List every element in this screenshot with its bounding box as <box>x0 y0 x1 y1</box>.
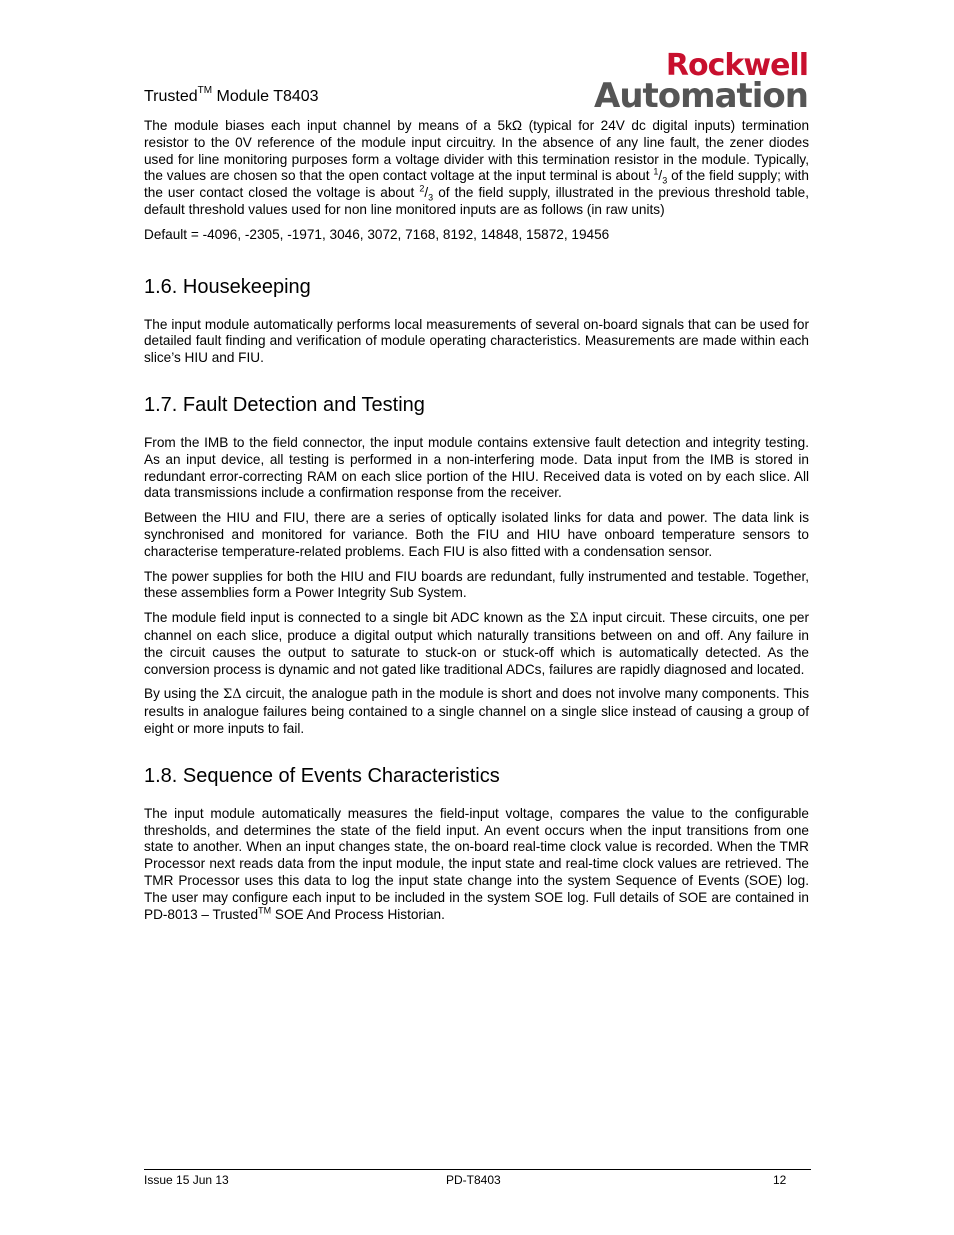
fault-detection-paragraph-5 <box>144 686 809 737</box>
header-title-module: Module T8403 <box>212 88 319 105</box>
sigma-delta-symbol: ΣΔ <box>223 687 242 703</box>
logo-text-rockwell: Rockwell <box>665 48 808 83</box>
footer-page-number: 12 <box>773 1173 787 1187</box>
fraction-1-denominator: 3 <box>662 176 668 187</box>
sigma-delta-symbol: ΣΔ <box>569 611 589 627</box>
logo-text-automation: Automation <box>594 76 808 116</box>
intro-paragraph-2: Default = -4096, -2305, -1971, 3046, 3072, 7168, 8192, 14848, 15872, 19456 <box>144 226 610 242</box>
fraction-2-denominator: 3 <box>428 192 434 203</box>
fault-detection-paragraph-2: Between the HIU and FIU, there are a series of optically isolated links for data and power. The data link is synchronised and monitored for variance. Both the FIU and HIU have onboard temperature sensors to characterise temperature-related problems. Each FIU is also fitted with a condensation sensor. <box>144 510 809 559</box>
fault-p5-text-a: By using the <box>144 686 224 702</box>
sequence-of-events-paragraph-1 <box>144 806 809 924</box>
fault-detection-paragraph-1: From the IMB to the field connector, the input module contains extensive fault detection and integrity testing. As an input device, all testing is performed in a non-interfering mode. Data input from the IMB is stored in redundant error-correcting RAM on each slice portion of the HIU. Received data is voted on by each slice. All data transmissions include a confirmation response from the receiver. <box>144 434 809 501</box>
footer-document-id: PD-T8403 <box>446 1173 501 1187</box>
fault-p4-text-b: input circuit. These circuits, one per channel on each slice, produce a digital output which naturally transitions between on and off. Any failure in the circuit causes the output to saturate to stuck-on or stuck-off which is automatically detected. As the conversion process is dynamic and not gated like traditional ADCs, failures are rapidly diagnosed and located. <box>144 610 809 677</box>
soe-p1-text-b: SOE And Process Historian. <box>271 906 445 922</box>
footer-divider <box>144 1169 811 1170</box>
soe-tm-superscript: TM <box>258 904 272 915</box>
intro-p1-text-c: of the field supply, illustrated in the previous threshold table, default threshold values used for non line monitored inputs are as follows (in raw units) <box>144 185 809 217</box>
section-heading-housekeeping: 1.6. Housekeeping <box>144 275 311 298</box>
header-title-trusted: Trusted <box>144 88 198 105</box>
fault-detection-paragraph-3: The power supplies for both the HIU and FIU boards are redundant, fully instrumented and testable. Together, these assemblies form a Power Integrity Sub System. <box>144 568 809 601</box>
fault-p5-text-b: circuit, the analogue path in the module is short and does not involve many components. This results in analogue failures being contained to a single channel on a single slice instead of causing a group of eight or more inputs to fail. <box>144 686 809 736</box>
document-body <box>144 118 809 931</box>
fraction-1-numerator: 1 <box>653 166 659 177</box>
footer-issue-date: Issue 15 Jun 13 <box>144 1173 229 1187</box>
section-heading-sequence-of-events: 1.8. Sequence of Events Characteristics <box>144 764 500 787</box>
fault-detection-paragraph-4 <box>144 610 809 678</box>
intro-p1-text-a: The module biases each input channel by means of a 5kΩ (typical for 24V dc digital inputs) termination resistor to the 0V reference of the module input circuitry. In the absence of any line fault, the zener diodes used for line monitoring purposes form a voltage divider with this termination resistor in the module. Typically, the values are chosen so that the open contact voltage at the input terminal is about <box>144 118 809 184</box>
soe-p1-text-a: The input module automatically measures the field-input voltage, compares the value to the configurable thresholds, and determines the state of the field input. An event occurs when the input transitions from one state to another. When an input changes state, the on-board real-time clock value is recorded. When the TMR Processor next reads data from the input module, the input state and real-time clock values are retrieved. The TMR Processor uses this data to log the input state change into the system Sequence of Events (SOE) log. The user may configure each input to be included in the system SOE log. Full details of SOE are contained in PD-8013 – Trusted <box>144 805 809 922</box>
rockwell-automation-logo <box>572 48 808 116</box>
fraction-2-numerator: 2 <box>419 183 425 194</box>
intro-p1-text-b: of the field supply; with the user contact closed the voltage is about <box>144 168 809 201</box>
section-heading-fault-detection: 1.7. Fault Detection and Testing <box>144 393 425 416</box>
fault-p4-text-a: The module field input is connected to a single bit ADC known as the <box>144 610 570 626</box>
housekeeping-paragraph-1: The input module automatically performs local measurements of several on-board signals that can be used for detailed fault finding and verification of module operating characteristics. Measurements are made within each slice’s HIU and FIU. <box>144 316 809 366</box>
header-title-tm: TM <box>197 84 213 96</box>
intro-paragraph-1: The module biases each input channel by means of a 5kΩ (typical for 24V dc digital inputs) termination resistor to the 0V reference of the module input circuitry. In the absence of any line fault, the zener diodes used for line monitoring purposes form a voltage divider with this termination resistor in the module. Typically, the values are chosen so that the open contact voltage at the input terminal is about $^1/_3$ of the field supply; with the user contact closed the voltage is about $^2/_3$ of the field supply, illustrated in the previous threshold table, default threshold values used for non line monitored inputs are as follows (in raw units) <box>144 118 809 217</box>
page-header-title <box>144 84 319 106</box>
